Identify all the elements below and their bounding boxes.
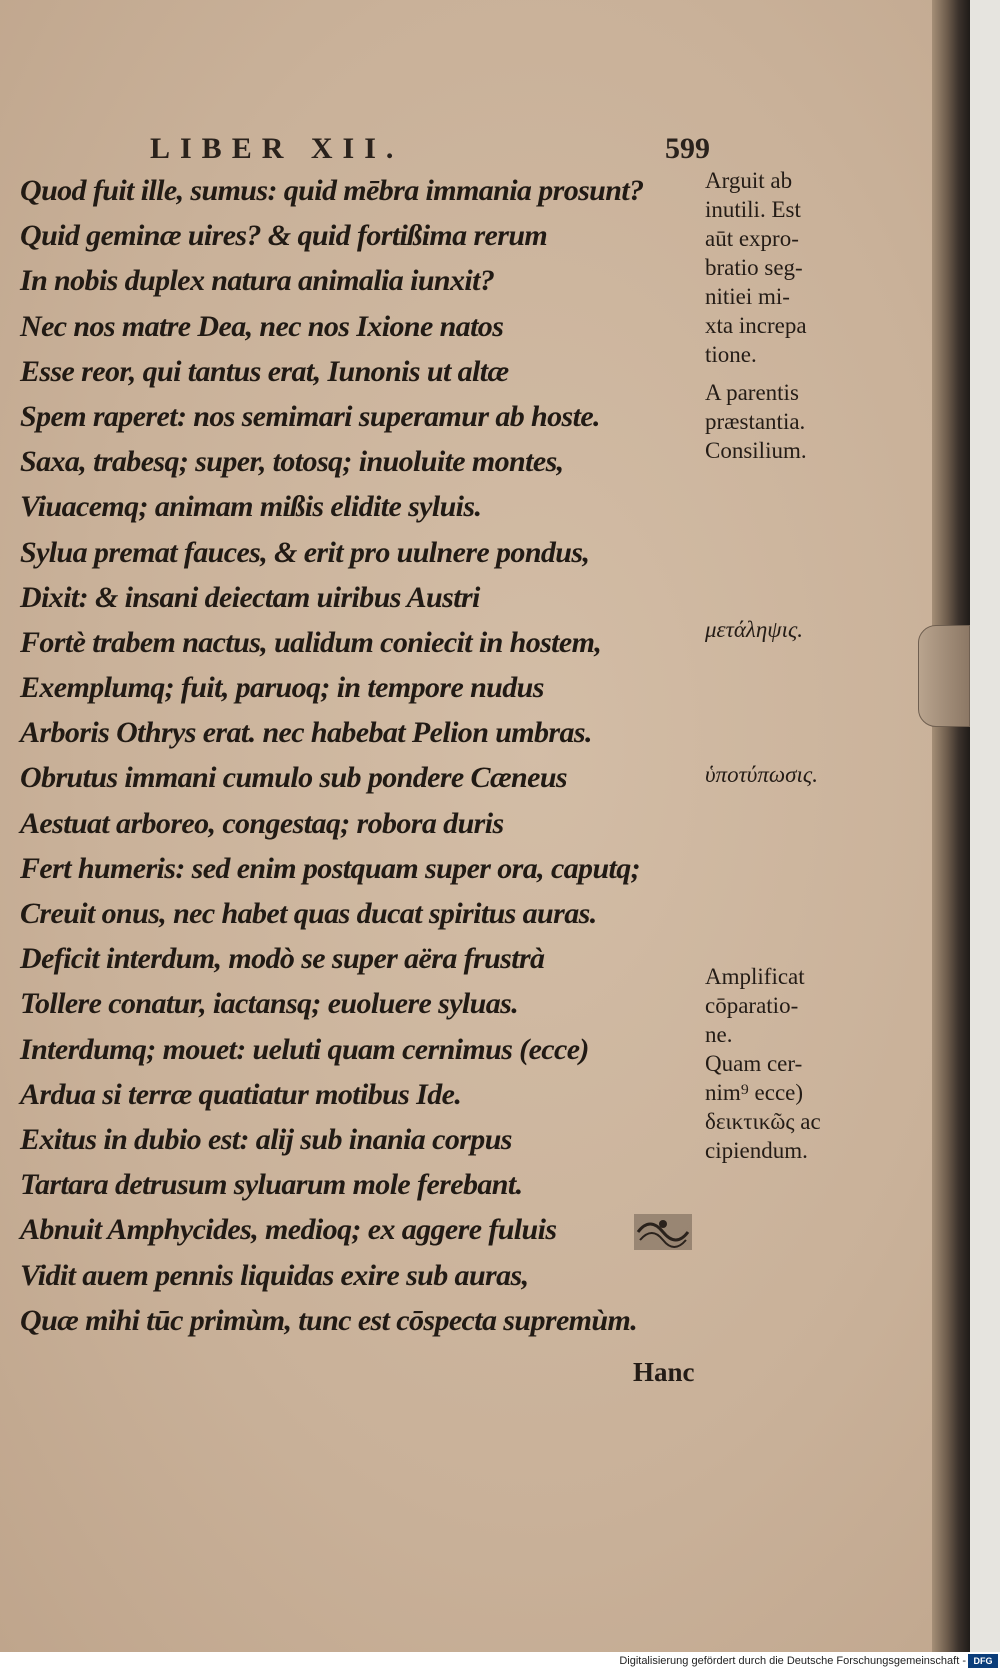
marginal-line: bratio seg-: [705, 255, 803, 280]
marginal-line: Quam cer-: [705, 1051, 803, 1076]
verse-line: Tollere conatur, iactansq; euoluere syluas.: [20, 987, 519, 1021]
marginal-note: [705, 378, 865, 465]
dfg-logo: DFG: [968, 1654, 998, 1668]
marginal-line: ὑποτύπωσις.: [705, 762, 818, 787]
verse-line: Quid geminæ uires? & quid fortißima rerum: [20, 219, 548, 253]
verse-line: In nobis duplex natura animalia iunxit?: [20, 264, 495, 298]
marginal-line: Arguit ab: [705, 168, 793, 193]
marginal-line: δεικτικῶς ac: [705, 1109, 821, 1134]
running-head: LIBER XII.: [150, 132, 404, 165]
verse-line: Sylua premat fauces, & erit pro uulnere pondus,: [20, 535, 590, 569]
verse-line: Creuit onus, nec habet quas ducat spiritus auras.: [20, 897, 597, 930]
verse-line: Nec nos matre Dea, nec nos Ixione natos: [20, 309, 504, 343]
verse-line: Viuacemq; animam mißis elidite syluis.: [20, 490, 482, 524]
marginal-line: præstantia.: [705, 409, 806, 434]
page-edge: [932, 0, 970, 1652]
verse-line: Quod fuit ille, sumus: quid mēbra immania prosunt?: [20, 174, 644, 207]
marginal-line: inutili. Est: [705, 197, 801, 222]
verse-line: Esse reor, qui tantus erat, Iunonis ut altæ: [20, 354, 509, 388]
verse-line: Interdumq; mouet: ueluti quam cernimus (ecce): [20, 1032, 589, 1066]
marginal-note: [705, 760, 865, 789]
marginal-note: [705, 615, 865, 644]
marginal-note: [705, 166, 865, 369]
marginal-line: nitiei mi-: [705, 284, 790, 309]
book-clip: [918, 625, 970, 727]
marginal-line: aūt expro-: [705, 226, 799, 251]
marginal-line: cōparatio-: [705, 993, 799, 1018]
verse-line: Tartara detrusum syluarum mole ferebant.: [20, 1168, 523, 1202]
verse-line: Deficit interdum, modò se super aëra frustrà: [20, 942, 545, 976]
marginal-line: tione.: [705, 342, 757, 367]
page-number: 599: [665, 132, 710, 165]
marginal-line: μετάληψις.: [705, 617, 804, 642]
catchword: Hanc: [633, 1357, 695, 1387]
printers-ornament-icon: [630, 1210, 696, 1254]
verse-line: Exemplumq; fuit, paruoq; in tempore nudus: [20, 671, 544, 705]
verse-line: Abnuit Amphycides, medioq; ex aggere fuluis: [20, 1213, 557, 1247]
marginal-line: xta increpa: [705, 313, 807, 338]
verse-text: [20, 168, 710, 1343]
verse-line: Ardua si terræ quatiatur motibus Ide.: [20, 1077, 462, 1111]
verse-line: Spem raperet: nos semimari superamur ab hoste.: [20, 399, 600, 433]
verse-line: Arboris Othrys erat. nec habebat Pelion umbras.: [20, 716, 592, 750]
marginal-note: [705, 962, 865, 1165]
verse-line: Exitus in dubio est: alij sub inania corpus: [20, 1122, 512, 1156]
verse-line: Saxa, trabesq; super, totosq; inuoluite montes,: [20, 445, 564, 479]
verse-line: Vidit auem pennis liquidas exire sub auras,: [20, 1258, 529, 1292]
verse-line: Fert humeris: sed enim postquam super ora, caputq;: [20, 851, 641, 885]
marginal-line: Consilium.: [705, 438, 807, 463]
verse-line: Fortè trabem nactus, ualidum coniecit in hostem,: [20, 625, 602, 659]
verse-line: Quæ mihi tūc primùm, tunc est cōspecta supremùm.: [20, 1303, 638, 1337]
marginal-line: cipiendum.: [705, 1138, 808, 1163]
verse-line: Aestuat arboreo, congestaq; robora duris: [20, 806, 504, 840]
verse-line: Dixit: & insani deiectam uiribus Austri: [20, 580, 480, 614]
marginal-line: ne.: [705, 1022, 733, 1047]
marginal-line: Amplificat: [705, 964, 805, 989]
footer-text: Digitalisierung gefördert durch die Deutsche Forschungsgemeinschaft -: [619, 1655, 966, 1667]
marginal-line: A parentis: [705, 380, 799, 405]
digitization-footer: [0, 1652, 1000, 1670]
verse-line: Obrutus immani cumulo sub pondere Cæneus: [20, 761, 567, 795]
marginal-line: nim⁹ ecce): [705, 1080, 804, 1105]
